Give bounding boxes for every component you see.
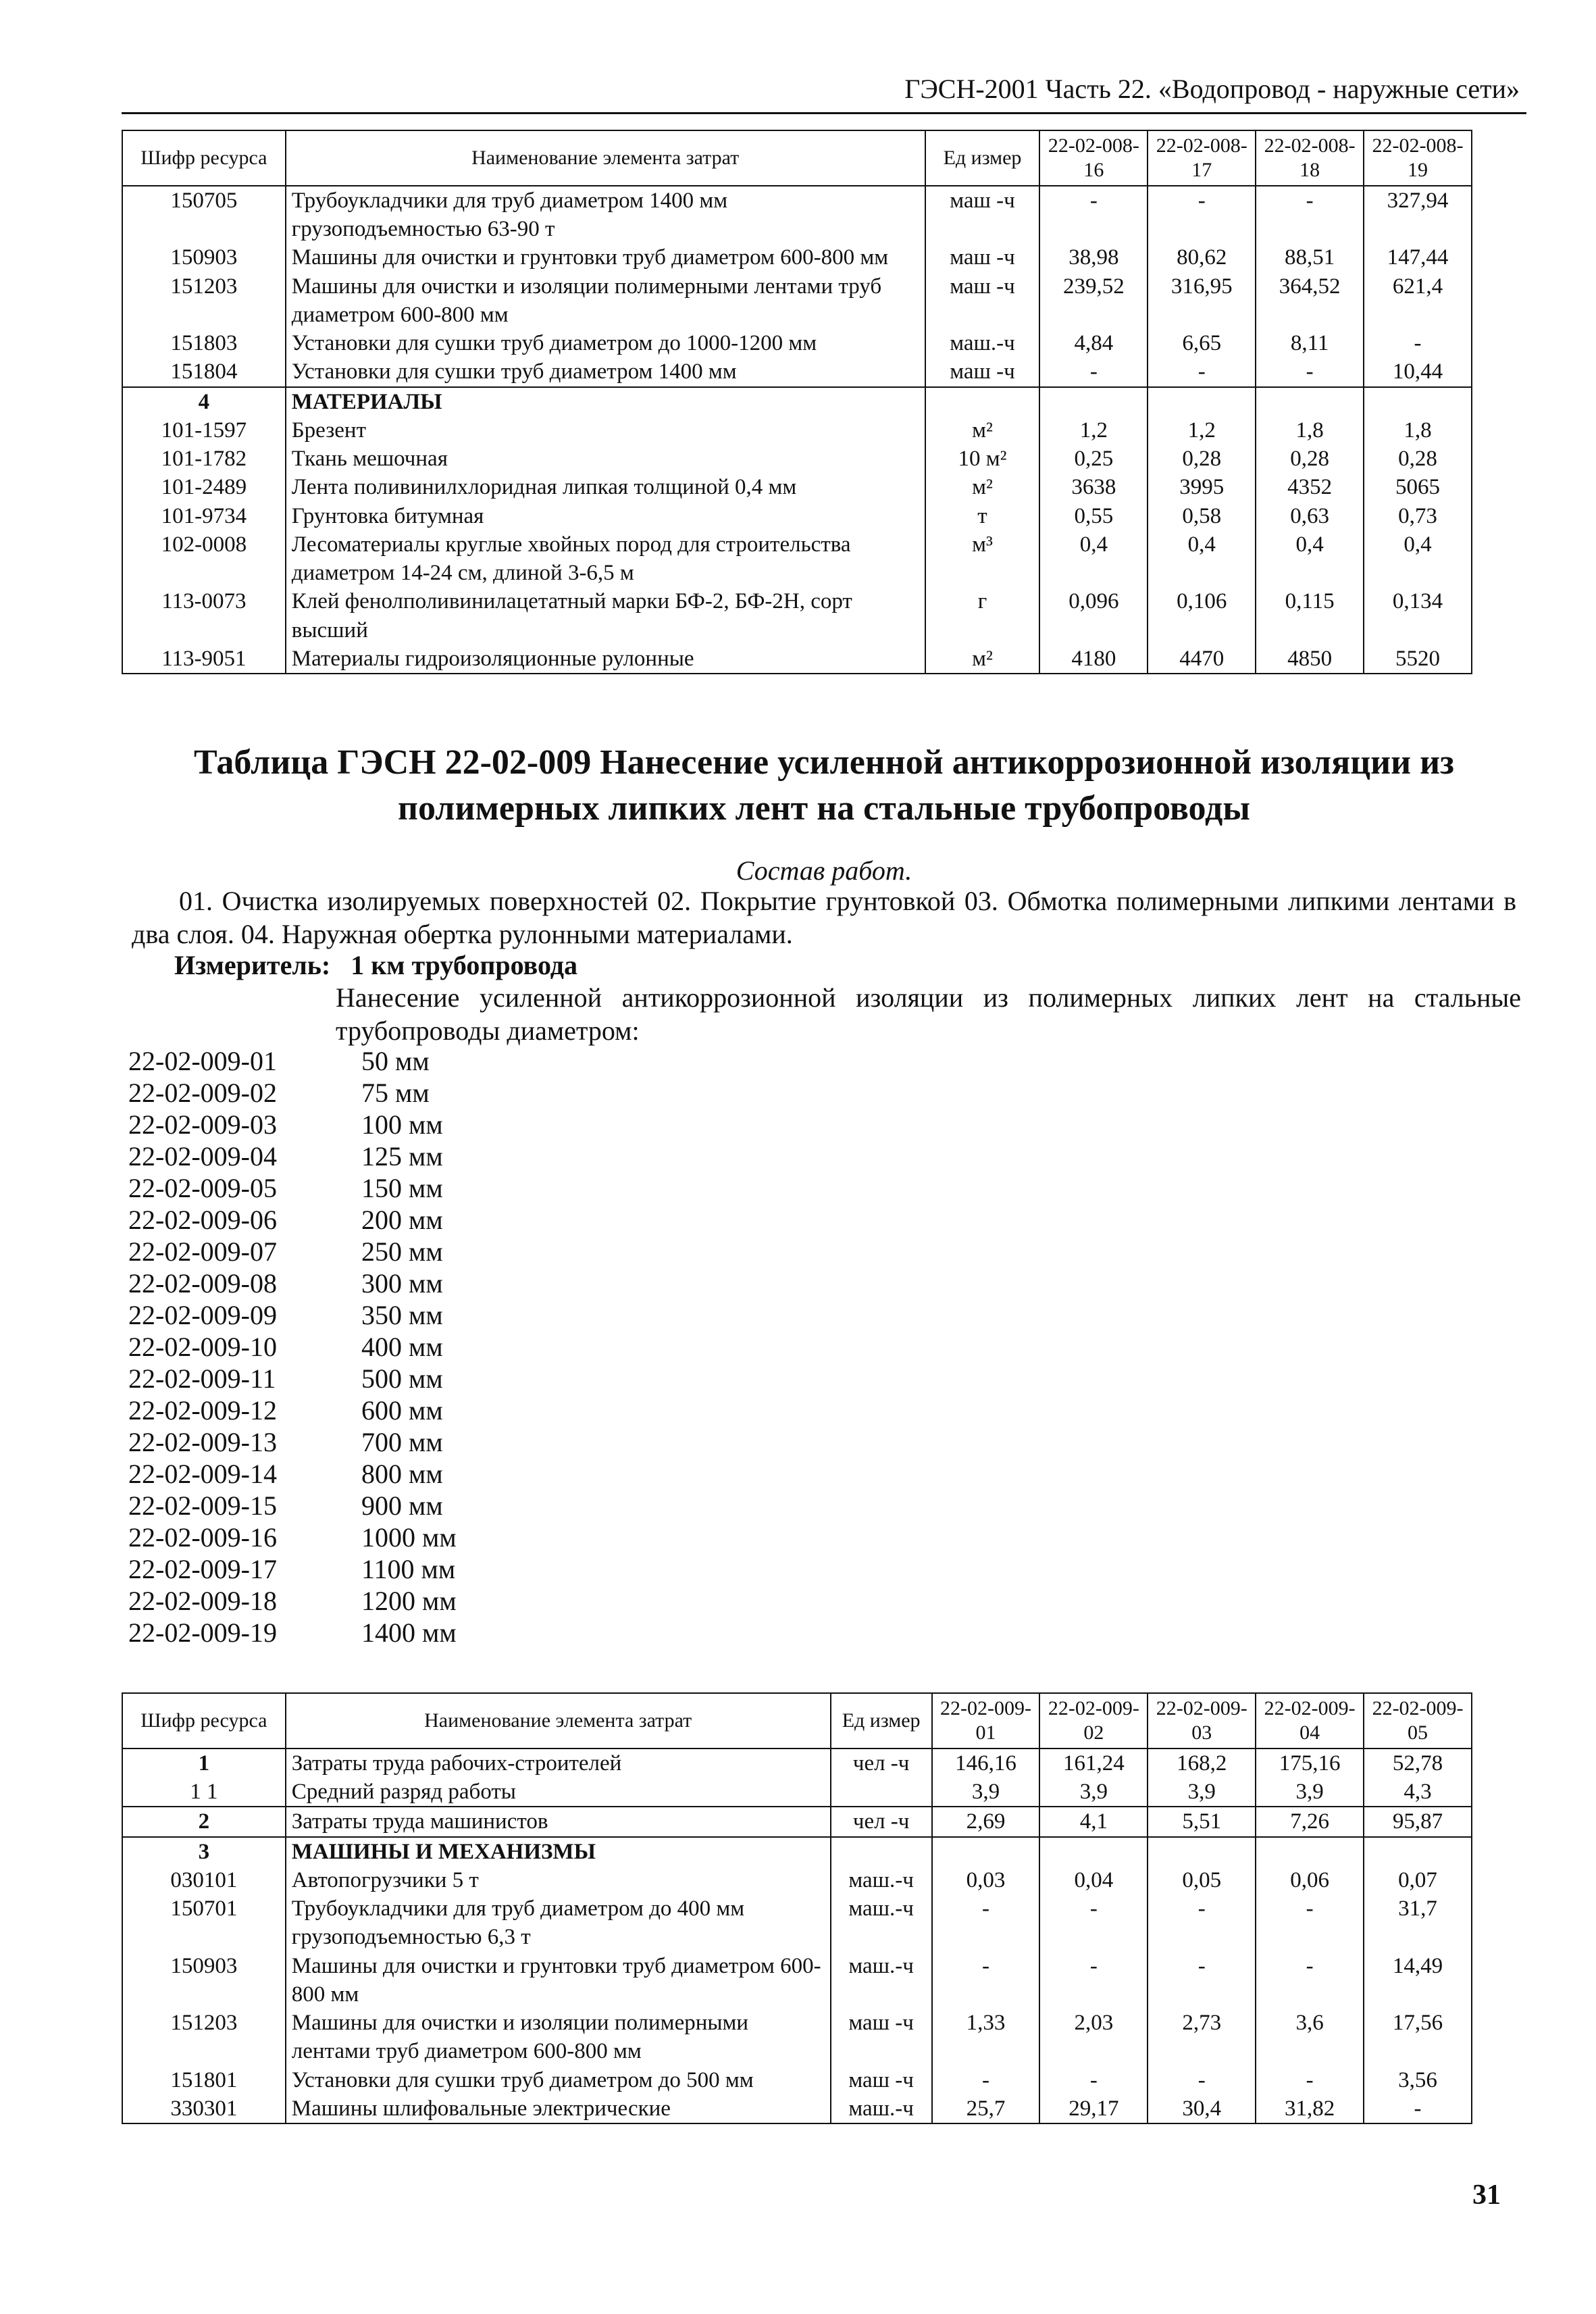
list-item [128,1490,457,1521]
table-row [122,243,1472,272]
page-number: 31 [1472,2180,1501,2211]
pipe-diameter: 250 мм [361,1236,443,1267]
pipe-diameter: 100 мм [361,1109,443,1140]
resource-name: Средний разряд работы [286,1778,831,1807]
pipe-diameter: 50 мм [361,1046,430,1076]
resource-name: Клей фенолполивинилацетатный марки БФ-2, БФ-2Н, сорт высший [286,587,925,644]
resource-name: Машины шлифовальные электрические [286,2094,831,2123]
value-cell: - [1039,2066,1148,2094]
value-cell: - [1256,2066,1364,2094]
pipe-diameter: 150 мм [361,1173,443,1203]
value-cell: 0,28 [1256,445,1364,473]
resource-unit: маш.-ч [831,1894,932,1951]
resource-code: 151203 [122,272,286,329]
norm-code: 22-02-009-04 [128,1141,277,1172]
value-cell: 0,04 [1039,1866,1148,1894]
value-cell: 0,03 [932,1866,1040,1894]
table-row [122,1952,1472,2009]
resource-code: 1 1 [122,1778,286,1807]
table-row [122,1778,1472,1807]
resource-name: Материалы гидроизоляционные рулонные [286,645,925,674]
value-cell: 3,9 [1039,1778,1148,1807]
resource-name: Грунтовка битумная [286,502,925,530]
resource-unit: чел -ч [831,1807,932,1836]
resource-unit [925,387,1040,416]
resource-unit: м³ [925,530,1040,587]
resource-unit: 10 м² [925,445,1040,473]
value-cell: 316,95 [1148,272,1256,329]
pipe-diameter: 125 мм [361,1141,443,1172]
value-cell: - [1039,1952,1148,2009]
norm-code: 22-02-009-16 [128,1522,277,1553]
resource-code: 101-1782 [122,445,286,473]
value-cell: 0,4 [1364,530,1472,587]
value-cell: - [1256,186,1364,243]
value-cell: 0,05 [1148,1866,1256,1894]
value-cell [1364,387,1472,416]
table-row [122,2066,1472,2094]
list-item [128,1236,457,1267]
resource-code: 330301 [122,2094,286,2123]
table-row [122,357,1472,386]
value-cell: 239,52 [1039,272,1148,329]
table-row [122,645,1472,674]
value-cell: 4,3 [1364,1778,1472,1807]
resource-unit [831,1778,932,1807]
work-description: Нанесение усиленной антикоррозионной изоляции из полимерных липких лент на стальные трубопроводы диаметром: [336,982,1521,1046]
header-cell: Ед измер [831,1693,932,1749]
section-name: МАТЕРИАЛЫ [286,387,925,416]
norm-code: 22-02-009-05 [128,1173,277,1203]
resource-name: Машины для очистки и грунтовки труб диаметром 600-800 мм [286,243,925,272]
value-cell: - [932,2066,1040,2094]
value-cell: 0,73 [1364,502,1472,530]
value-cell [1256,1837,1364,1866]
value-cell: 621,4 [1364,272,1472,329]
table-row [122,2094,1472,2123]
value-cell: 4470 [1148,645,1256,674]
resource-code: 101-9734 [122,502,286,530]
norm-code: 22-02-009-11 [128,1363,276,1394]
list-item [128,1394,457,1426]
list-item [128,1617,457,1649]
resource-name: Трубоукладчики для труб диаметром до 400 мм грузоподъемностью 6,3 т [286,1894,831,1951]
value-cell [1039,387,1148,416]
value-cell: - [1148,186,1256,243]
value-cell: 30,4 [1148,2094,1256,2123]
resource-name: Ткань мешочная [286,445,925,473]
list-item [128,1331,457,1363]
list-item [128,1045,457,1077]
resource-unit: г [925,587,1040,644]
norm-code: 22-02-009-06 [128,1205,277,1235]
value-cell: 88,51 [1256,243,1364,272]
resource-table-008 [122,130,1472,674]
resource-code: 101-2489 [122,473,286,501]
value-cell: 0,115 [1256,587,1364,644]
header-cell: Ед измер [925,130,1040,186]
value-cell [1148,1837,1256,1866]
table-row [122,329,1472,357]
value-cell: - [1148,1952,1256,2009]
value-cell: 7,26 [1256,1807,1364,1836]
resource-name: Установки для сушки труб диаметром 1400 мм [286,357,925,386]
resource-code: 151803 [122,329,286,357]
resource-name: Брезент [286,416,925,445]
value-cell: 6,65 [1148,329,1256,357]
pipe-diameter: 75 мм [361,1078,430,1108]
value-cell: 38,98 [1039,243,1148,272]
norm-code: 22-02-009-07 [128,1236,277,1267]
resource-unit: маш.-ч [831,1952,932,2009]
value-cell: 0,28 [1364,445,1472,473]
value-cell [1148,387,1256,416]
resource-code: 150701 [122,1894,286,1951]
resource-unit: маш -ч [925,272,1040,329]
resource-code: 1 [122,1749,286,1778]
resource-code: 151804 [122,357,286,386]
value-cell: - [1256,1894,1364,1951]
header-rule [122,112,1526,114]
value-cell: 0,4 [1039,530,1148,587]
resource-unit: маш.-ч [925,329,1040,357]
value-cell: - [1148,1894,1256,1951]
norm-code: 22-02-009-03 [128,1109,277,1140]
value-cell: 3,9 [1256,1778,1364,1807]
value-cell: 3,9 [1148,1778,1256,1807]
resource-name: Машины для очистки и изоляции полимерными лентами труб диаметром 600-800 мм [286,2009,831,2065]
resource-name: Лента поливинилхлоридная липкая толщиной 0,4 мм [286,473,925,501]
value-cell: 10,44 [1364,357,1472,386]
resource-name: Установки для сушки труб диаметром до 1000-1200 мм [286,329,925,357]
value-cell: 17,56 [1364,2009,1472,2065]
table-row [122,473,1472,501]
resource-unit: м² [925,645,1040,674]
resource-name: Затраты труда машинистов [286,1807,831,1836]
resource-unit: т [925,502,1040,530]
resource-unit: м² [925,473,1040,501]
value-cell: 0,06 [1256,1866,1364,1894]
value-cell: 4,1 [1039,1807,1148,1836]
resource-table-009 [122,1692,1472,2124]
resource-name: Затраты труда рабочих-строителей [286,1749,831,1778]
section-code: 3 [122,1837,286,1866]
value-cell: 0,63 [1256,502,1364,530]
value-cell: 0,55 [1039,502,1148,530]
value-cell: 5065 [1364,473,1472,501]
list-item [128,1140,457,1172]
pipe-diameter: 900 мм [361,1490,443,1521]
running-header: ГЭСН-2001 Часть 22. «Водопровод - наружные сети» [904,74,1520,104]
meter-label: Измеритель: [174,950,331,980]
table-row [122,587,1472,644]
resource-name: Автопогрузчики 5 т [286,1866,831,1894]
value-cell: 0,4 [1256,530,1364,587]
value-cell: 5,51 [1148,1807,1256,1836]
list-item [128,1172,457,1204]
table-row [122,272,1472,329]
list-item [128,1521,457,1553]
pipe-diameter: 800 мм [361,1459,443,1489]
table-row [122,186,1472,243]
norm-code: 22-02-009-19 [128,1617,277,1648]
table-row [122,445,1472,473]
value-cell: 146,16 [932,1749,1040,1778]
value-cell: 0,58 [1148,502,1256,530]
list-item [128,1585,457,1617]
value-cell: 4,84 [1039,329,1148,357]
resource-code: 2 [122,1807,286,1836]
list-item [128,1109,457,1140]
value-cell: 31,7 [1364,1894,1472,1951]
value-cell: 5520 [1364,645,1472,674]
norm-code-list [128,1045,457,1649]
list-item [128,1267,457,1299]
value-cell: - [1256,357,1364,386]
value-cell: 1,8 [1256,416,1364,445]
norm-code: 22-02-009-14 [128,1459,277,1489]
value-cell: 2,03 [1039,2009,1148,2065]
resource-unit [831,1837,932,1866]
header-cell: Шифр ресурса [122,130,286,186]
value-cell: 1,8 [1364,416,1472,445]
value-cell: 0,25 [1039,445,1148,473]
list-item [128,1077,457,1109]
value-cell: 0,28 [1148,445,1256,473]
pipe-diameter: 200 мм [361,1205,443,1235]
header-cell: 22-02-009-03 [1148,1693,1256,1749]
value-cell: 4850 [1256,645,1364,674]
resource-name: Машины для очистки и изоляции полимерными лентами труб диаметром 600-800 мм [286,272,925,329]
value-cell [1039,1837,1148,1866]
value-cell: 0,106 [1148,587,1256,644]
header-cell: Шифр ресурса [122,1693,286,1749]
pipe-diameter: 350 мм [361,1300,443,1330]
meter-value: 1 км трубопровода [351,950,578,980]
header-cell: Наименование элемента затрат [286,1693,831,1749]
norm-code: 22-02-009-13 [128,1427,277,1457]
norm-code: 22-02-009-17 [128,1554,277,1584]
section-row [122,1837,1472,1866]
value-cell: 0,07 [1364,1866,1472,1894]
list-item [128,1363,457,1394]
value-cell: 1,33 [932,2009,1040,2065]
resource-code: 150903 [122,1952,286,2009]
norm-code: 22-02-009-02 [128,1078,277,1108]
value-cell: - [1364,329,1472,357]
value-cell: 29,17 [1039,2094,1148,2123]
value-cell: 2,73 [1148,2009,1256,2065]
composition-text: 01. Очистка изолируемых поверхностей 02. Покрытие грунтовкой 03. Обмотка полимерными липкими лентами в два слоя. 04. Наружная обертка рулонными материалами. [132,886,1516,949]
value-cell: 80,62 [1148,243,1256,272]
value-cell: 0,4 [1148,530,1256,587]
section-code: 4 [122,387,286,416]
resource-name: Трубоукладчики для труб диаметром 1400 мм грузоподъемностью 63-90 т [286,186,925,243]
value-cell: 4180 [1039,645,1148,674]
resource-code: 151801 [122,2066,286,2094]
norm-code: 22-02-009-10 [128,1332,277,1362]
header-cell: 22-02-009-04 [1256,1693,1364,1749]
value-cell: 4352 [1256,473,1364,501]
resource-code: 101-1597 [122,416,286,445]
value-cell: - [1039,186,1148,243]
value-cell: 3638 [1039,473,1148,501]
value-cell: - [1364,2094,1472,2123]
table-row [122,1866,1472,1894]
header-cell: 22-02-008-17 [1148,130,1256,186]
table-row [122,502,1472,530]
meter-line [174,949,577,981]
value-cell: 95,87 [1364,1807,1472,1836]
value-cell: - [932,1952,1040,2009]
value-cell: - [932,1894,1040,1951]
section-row [122,387,1472,416]
value-cell [1364,1837,1472,1866]
value-cell: 3,6 [1256,2009,1364,2065]
value-cell: 1,2 [1148,416,1256,445]
composition-title: Состав работ. [736,855,912,886]
resource-name: Установки для сушки труб диаметром до 500 мм [286,2066,831,2094]
value-cell: 3,9 [932,1778,1040,1807]
value-cell [1256,387,1364,416]
value-cell: 0,134 [1364,587,1472,644]
norm-code: 22-02-009-08 [128,1268,277,1299]
resource-code: 030101 [122,1866,286,1894]
resource-code: 150705 [122,186,286,243]
section-name: МАШИНЫ И МЕХАНИЗМЫ [286,1837,831,1866]
pipe-diameter: 1000 мм [361,1522,457,1553]
norm-code: 22-02-009-12 [128,1395,277,1426]
list-item [128,1426,457,1458]
pipe-diameter: 1200 мм [361,1586,457,1616]
value-cell: - [1148,357,1256,386]
resource-unit: маш -ч [925,357,1040,386]
value-cell: - [1256,1952,1364,2009]
resource-unit: маш -ч [831,2066,932,2094]
pipe-diameter: 1400 мм [361,1617,457,1648]
value-cell: 8,11 [1256,329,1364,357]
value-cell: 168,2 [1148,1749,1256,1778]
list-item [128,1458,457,1490]
header-cell: 22-02-008-16 [1039,130,1148,186]
table-row [122,2009,1472,2065]
value-cell: 327,94 [1364,186,1472,243]
value-cell: 14,49 [1364,1952,1472,2009]
resource-name: Машины для очистки и грунтовки труб диаметром 600-800 мм [286,1952,831,2009]
resource-unit: маш -ч [925,243,1040,272]
value-cell: 364,52 [1256,272,1364,329]
resource-unit: маш -ч [925,186,1040,243]
pipe-diameter: 600 мм [361,1395,443,1426]
pipe-diameter: 700 мм [361,1427,443,1457]
value-cell: 161,24 [1039,1749,1148,1778]
pipe-diameter: 500 мм [361,1363,443,1394]
value-cell: 2,69 [932,1807,1040,1836]
resource-unit: маш.-ч [831,1866,932,1894]
value-cell: 175,16 [1256,1749,1364,1778]
resource-code: 102-0008 [122,530,286,587]
header-cell: 22-02-008-19 [1364,130,1472,186]
pipe-diameter: 400 мм [361,1332,443,1362]
value-cell: 0,096 [1039,587,1148,644]
value-cell: 25,7 [932,2094,1040,2123]
value-cell: 1,2 [1039,416,1148,445]
value-cell: - [1039,357,1148,386]
header-cell: 22-02-008-18 [1256,130,1364,186]
header-cell: 22-02-009-05 [1364,1693,1472,1749]
value-cell: 52,78 [1364,1749,1472,1778]
value-cell [932,1837,1040,1866]
header-cell: 22-02-009-01 [932,1693,1040,1749]
value-cell: - [1148,2066,1256,2094]
norm-code: 22-02-009-15 [128,1490,277,1521]
pipe-diameter: 1100 мм [361,1554,456,1584]
table-row [122,1807,1472,1836]
value-cell: - [1039,1894,1148,1951]
resource-unit: м² [925,416,1040,445]
table-caption: Таблица ГЭСН 22-02-009 Нанесение усиленной антикоррозионной изоляции из полимерных липких лент на стальные трубопроводы [194,743,1454,828]
resource-unit: маш.-ч [831,2094,932,2123]
norm-code: 22-02-009-18 [128,1586,277,1616]
list-item [128,1299,457,1331]
resource-code: 113-9051 [122,645,286,674]
pipe-diameter: 300 мм [361,1268,443,1299]
table-row [122,1894,1472,1951]
resource-code: 151203 [122,2009,286,2065]
header-cell: 22-02-009-02 [1039,1693,1148,1749]
table-row [122,1749,1472,1778]
resource-unit: чел -ч [831,1749,932,1778]
value-cell: 31,82 [1256,2094,1364,2123]
resource-name: Лесоматериалы круглые хвойных пород для строительства диаметром 14-24 см, длиной 3-6,5 м [286,530,925,587]
value-cell: 3,56 [1364,2066,1472,2094]
value-cell: 3995 [1148,473,1256,501]
value-cell: 147,44 [1364,243,1472,272]
list-item [128,1553,457,1585]
norm-code: 22-02-009-01 [128,1046,277,1076]
resource-code: 150903 [122,243,286,272]
norm-code: 22-02-009-09 [128,1300,277,1330]
header-cell: Наименование элемента затрат [286,130,925,186]
table-row [122,530,1472,587]
table-row [122,416,1472,445]
list-item [128,1204,457,1236]
resource-code: 113-0073 [122,587,286,644]
resource-unit: маш -ч [831,2009,932,2065]
